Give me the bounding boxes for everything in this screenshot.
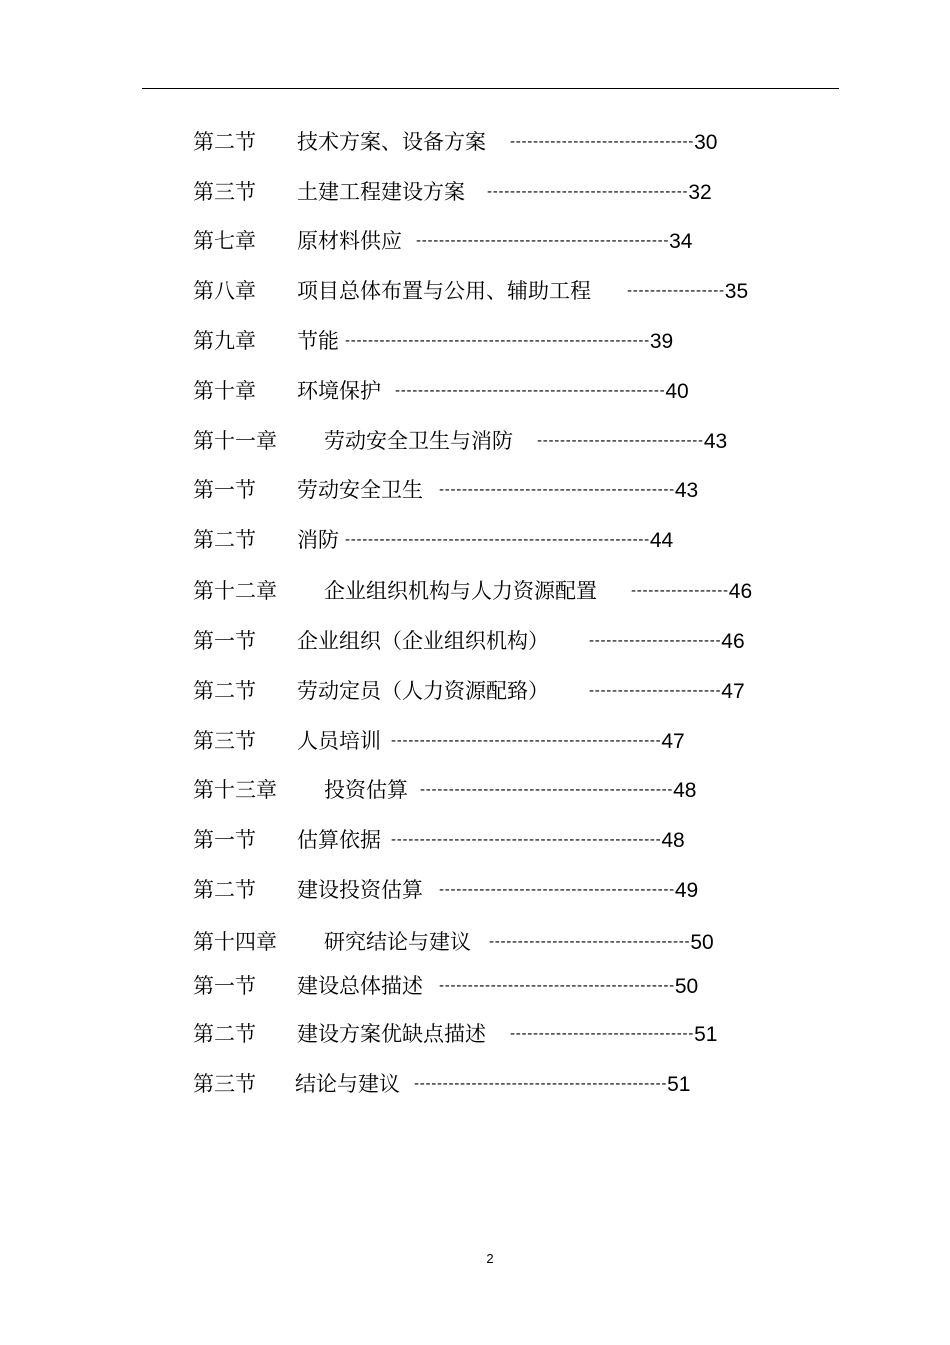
toc-entry-number: 第十二章 bbox=[193, 579, 277, 603]
toc-entry-title: 投资估算 bbox=[324, 778, 408, 802]
toc-entry-page: 51 bbox=[694, 1023, 718, 1046]
toc-entry-number: 第十一章 bbox=[193, 429, 277, 453]
toc-entry-title: 消防 bbox=[297, 528, 339, 552]
toc-entry-tail bbox=[324, 775, 696, 806]
toc-entry-page: 30 bbox=[694, 131, 718, 154]
toc-entry-leader: ----------------------------------- bbox=[489, 934, 691, 950]
toc-entry-leader: ----------------------- bbox=[589, 633, 722, 649]
toc-entry-number: 第二节 bbox=[193, 679, 256, 703]
toc-entry-leader: -------------------------------------------- bbox=[420, 782, 674, 798]
toc-entry-number: 第一节 bbox=[193, 478, 256, 502]
toc-entry-number: 第九章 bbox=[193, 329, 256, 353]
toc-entry-page: 35 bbox=[724, 280, 749, 303]
toc-entry-page: 34 bbox=[669, 230, 693, 253]
toc-entry-leader: ----------------------------- bbox=[537, 433, 704, 449]
toc-entry-title: 估算依据 bbox=[297, 828, 381, 852]
toc-entry-page: 48 bbox=[673, 779, 697, 802]
toc-entry-title: 项目总体布置与公用、辅助工程 bbox=[297, 279, 591, 303]
toc-entry-leader: ----------------------------------------------- bbox=[391, 832, 662, 848]
toc-entry-page: 51 bbox=[667, 1073, 691, 1096]
toc-entry-page: 47 bbox=[721, 680, 745, 703]
toc-entry-leader: -------------------------------------------- bbox=[414, 1076, 668, 1092]
toc-entry-title: 技术方案、设备方案 bbox=[297, 130, 486, 154]
toc-entry-title: 结论与建议 bbox=[295, 1072, 400, 1096]
toc-entry-number: 第二节 bbox=[193, 878, 256, 902]
toc-entry-page: 46 bbox=[721, 630, 745, 653]
toc-entry-title: 企业组织（企业组织机构） bbox=[297, 629, 549, 653]
toc-entry-title: 节能 bbox=[297, 329, 339, 353]
toc-entry-tail bbox=[297, 475, 698, 506]
toc-entry-page: 44 bbox=[649, 529, 674, 552]
toc-entry-tail bbox=[297, 726, 685, 757]
toc-entry-page: 32 bbox=[688, 181, 712, 204]
toc-entry-tail bbox=[297, 626, 745, 657]
toc-entry-number: 第一节 bbox=[193, 629, 256, 653]
toc-entry-number: 第十三章 bbox=[193, 778, 277, 802]
toc-entry-number: 第三节 bbox=[193, 729, 256, 753]
toc-entry-leader: ----------------------------------------- bbox=[439, 978, 675, 994]
toc-entry-number: 第三节 bbox=[193, 180, 256, 204]
toc-entry-leader: -------------------------------- bbox=[510, 134, 695, 150]
toc-entry-page: 39 bbox=[649, 330, 674, 353]
toc-entry-tail bbox=[297, 226, 692, 257]
toc-entry-leader: ----------------------------------------------- bbox=[391, 733, 662, 749]
toc-entry-number: 第十四章 bbox=[193, 930, 277, 954]
toc-entry-leader: ----------------------------------------------------- bbox=[345, 333, 650, 349]
toc-entry-title: 建设方案优缺点描述 bbox=[297, 1022, 486, 1046]
toc-entry-tail bbox=[324, 927, 714, 958]
toc-entry-page: 40 bbox=[665, 380, 689, 403]
toc-entry-leader: -------------------------------------------- bbox=[416, 233, 670, 249]
toc-entry-title: 劳动定员（人力资源配臵） bbox=[297, 679, 549, 703]
toc-entry-page: 47 bbox=[661, 730, 685, 753]
page-number: 2 bbox=[486, 1251, 494, 1266]
toc-entry-tail bbox=[297, 676, 745, 707]
toc-entry-tail bbox=[295, 1069, 690, 1100]
toc-entry-page: 48 bbox=[661, 829, 685, 852]
toc-entry-number: 第二节 bbox=[193, 528, 256, 552]
toc-entry-number: 第十章 bbox=[193, 379, 256, 403]
toc-entry-title: 人员培训 bbox=[297, 729, 381, 753]
toc-entry-number: 第二节 bbox=[193, 1022, 256, 1046]
toc-entry-title: 环境保护 bbox=[297, 379, 381, 403]
toc-entry-page: 46 bbox=[728, 580, 753, 603]
toc-entry-title: 原材料供应 bbox=[297, 229, 402, 253]
toc-entry-tail bbox=[324, 426, 727, 457]
toc-entry-page: 50 bbox=[690, 931, 714, 954]
toc-entry-leader: ----------------------------------- bbox=[487, 184, 689, 200]
toc-entry-tail bbox=[297, 825, 685, 856]
toc-entry-title: 劳动安全卫生与消防 bbox=[324, 429, 513, 453]
toc-entry-page: 43 bbox=[674, 479, 699, 502]
toc-entry-leader: ----------------------------------------- bbox=[439, 882, 675, 898]
toc-entry-leader: ----------------------------------------------------- bbox=[345, 532, 650, 548]
toc-entry-number: 第三节 bbox=[193, 1072, 256, 1096]
toc-entry-leader: ----------------- bbox=[627, 283, 725, 299]
toc-entry-title: 土建工程建设方案 bbox=[297, 180, 465, 204]
toc-entry-tail bbox=[297, 376, 689, 407]
toc-entry-page: 43 bbox=[703, 430, 728, 453]
toc-entry-tail bbox=[297, 276, 748, 307]
toc-entry-number: 第一节 bbox=[193, 974, 256, 998]
toc-entry-tail bbox=[297, 525, 673, 556]
toc-entry-number: 第二节 bbox=[193, 130, 256, 154]
toc-entry-number: 第八章 bbox=[193, 279, 256, 303]
toc-entry-tail bbox=[297, 875, 698, 906]
toc-entry-leader: ----------------- bbox=[631, 583, 729, 599]
toc-entry-tail bbox=[297, 1019, 717, 1050]
toc-entry-number: 第七章 bbox=[193, 229, 256, 253]
toc-entry-title: 建设投资估算 bbox=[297, 878, 423, 902]
toc-entry-title: 企业组织机构与人力资源配置 bbox=[324, 579, 597, 603]
toc-entry-leader: ----------------------- bbox=[589, 683, 722, 699]
toc-entry-leader: -------------------------------- bbox=[510, 1026, 695, 1042]
toc-entry-page: 50 bbox=[674, 975, 699, 998]
toc-entry-title: 建设总体描述 bbox=[297, 974, 423, 998]
toc-entry-leader: ----------------------------------------------- bbox=[395, 383, 666, 399]
toc-entry-page: 49 bbox=[674, 879, 699, 902]
toc-entry-number: 第一节 bbox=[193, 828, 256, 852]
toc-entry-title: 研究结论与建议 bbox=[324, 930, 471, 954]
toc-entry-tail bbox=[297, 326, 673, 357]
toc-entry-tail bbox=[297, 127, 717, 158]
toc-entry-tail bbox=[297, 971, 698, 1002]
toc-entry-tail bbox=[324, 576, 752, 607]
toc-entry-leader: ----------------------------------------- bbox=[439, 482, 675, 498]
toc-entry-tail bbox=[297, 177, 712, 208]
toc-entry-title: 劳动安全卫生 bbox=[297, 478, 423, 502]
